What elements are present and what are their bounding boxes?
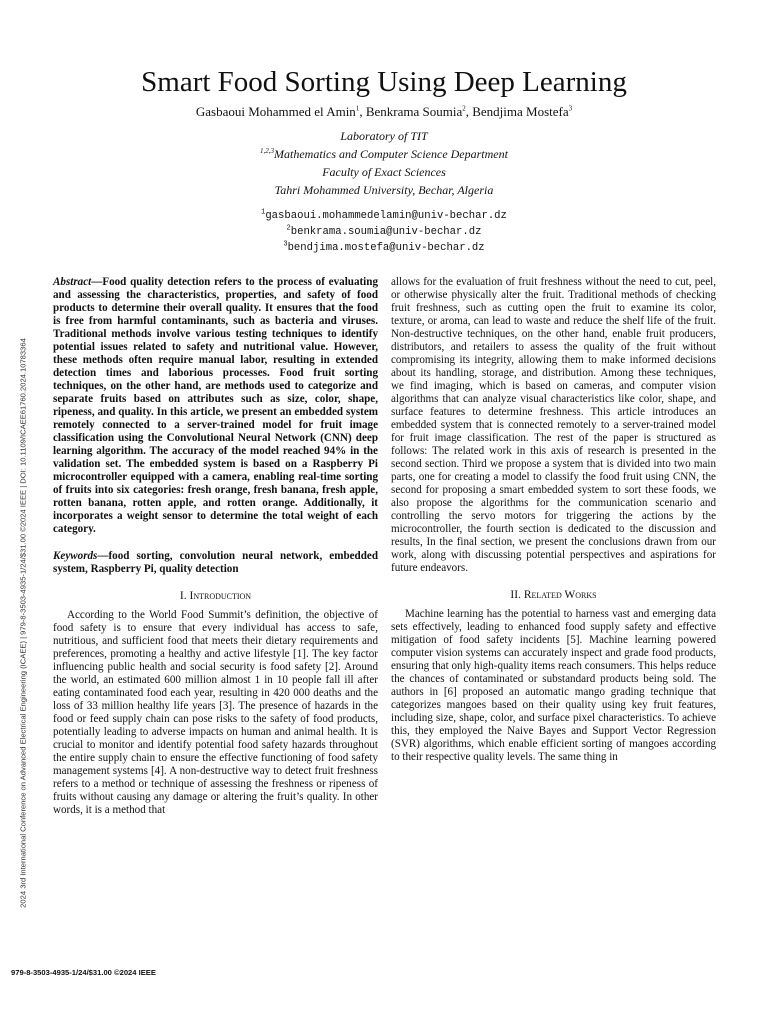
author-list: [0, 104, 768, 120]
author-sep: ,: [359, 104, 366, 119]
email-sup: 3: [283, 240, 288, 249]
paper-title: Smart Food Sorting Using Deep Learning: [141, 66, 627, 98]
related-works-paragraph: Machine learning has the potential to harness vast and emerging data sets effectively, leading to enhanced food supply safety and effective mitigation of food safety incidents [5]. Machine learning powered computer vision systems can accurately inspect and grade food products, ensuring that only high-quality items reach consumers. This helps reduce the chances of contaminated or substandard products being sold. The authors in [6] proposed an automatic mango grading technique that categorizes mangoes based on their quality using key fruit features, including size, shape, color, and surface pixel characteristics. To achieve this, they employed the Naive Bayes and Support Vector Regression (SVR) algorithms, which enable efficient sorting of mangoes according to their respective quality levels. The same thing in: [391, 608, 716, 763]
affiliation-lab: Laboratory of TIT: [340, 129, 428, 143]
email-sup: 2: [286, 224, 291, 233]
email-address[interactable]: bendjima.mostefa@univ-bechar.dz: [287, 242, 485, 254]
affiliation-university: Tahri Mohammed University, Bechar, Algeria: [274, 183, 494, 197]
left-column: [53, 276, 378, 817]
email-line: [0, 208, 768, 224]
keywords-paragraph: [53, 550, 378, 576]
author-sup: 3: [568, 104, 573, 113]
affiliation-dept: Mathematics and Computer Science Department: [274, 147, 508, 161]
right-column: [391, 276, 716, 764]
copyright-footer: 979-8-3503-4935-1/24/$31.00 ©2024 IEEE: [11, 968, 156, 977]
email-block: [0, 208, 768, 256]
related-works-heading: II. Related Works: [510, 589, 597, 601]
abstract-paragraph: [53, 276, 378, 536]
doi-sidebar-text: 2024 3rd International Conference on Advanced Electrical Engineering (ICAEE) | 979-8-3503-4935-1/24/$31.00 ©2024 IEEE | DOI: 10.1109/ICAEE61760.2024.10783364: [18, 337, 27, 908]
intro-paragraph: According to the World Food Summit’s definition, the objective of food safety is to ensure that every individual has access to safe, nutritious, and sufficient food that meets their dietary requirements and preferences, promoting a healthy and active lifestyle [1]. The key factor influencing public health and social security is food safety [2]. Around the world, an estimated 600 million almost 1 in 10 people fall ill after eating contaminated food each year, resulting in 420 000 deaths and the loss of 33 million healthy life years [3]. The presence of hazards in the food or feed supply chain can pose risks to the safety of food products, potentially leading to adverse impacts on human and animal health. It is crucial to monitor and identify potential food safety hazards throughout the entire supply chain to ensure the effective functioning of food safety management systems [4]. A non-destructive way to detect fruit freshness refers to a method or technique of assessing the freshness or ripeness of fruits without causing any damage or altering the fruit’s quality. In other words, it is a method that: [53, 609, 378, 816]
author-name: Gasbaoui Mohammed el Amin: [195, 104, 356, 119]
email-address[interactable]: benkrama.soumia@univ-bechar.dz: [290, 226, 482, 238]
author-name: Benkrama Soumia: [365, 104, 463, 119]
keywords-text: —food sorting, convolution neural network, embedded system, Raspberry Pi, quality detection: [53, 550, 378, 575]
affiliation-block: [0, 127, 768, 199]
author-name: Bendjima Mostefa: [472, 104, 569, 119]
email-address[interactable]: gasbaoui.mohammedelamin@univ-bechar.dz: [265, 210, 507, 222]
email-line: [0, 240, 768, 256]
intro-heading: I. Introduction: [179, 590, 252, 602]
abstract-text: —Food quality detection refers to the process of evaluating and assessing the characteristics, properties, and safety of food products to determine their overall quality. It ensures that the food is free from harmful contaminants, such as bacteria and viruses. Traditional methods involve various testing techniques to identify potential issues related to safety and nutritional value. However, these methods often require manual labor, resulting in extended detection times and laborious processes. Food fruit sorting techniques, on the other hand, are methods used to categorize and separate fruits based on attributes such as size, color, shape, ripeness, and quality. In this article, we present an embedded system remotely connected to a server-trained model for fruit image classification using the Convolutional Neural Network (CNN) deep learning algorithm. The accuracy of the model reached 94% in the validation set. The embedded system is based on a Raspberry Pi microcontroller equipped with a camera, enabling real-time sorting of fruits into six categories: fresh orange, fresh banana, fresh apple, rotten banana, rotten apple, and rotten orange. Additionally, it incorporates a weight sensor to determine the total weight of each category.: [53, 276, 378, 535]
abstract-label: Abstract: [53, 276, 92, 288]
author-sep: ,: [465, 104, 473, 119]
keywords-label: Keywords: [53, 550, 98, 562]
author-sup: 1: [355, 104, 360, 113]
affiliation-faculty: Faculty of Exact Sciences: [322, 165, 446, 179]
email-sup: 1: [261, 208, 266, 217]
author-sup: 2: [462, 104, 466, 113]
doi-sidebar: [15, 290, 30, 955]
affiliation-dept-line: [0, 145, 768, 163]
email-line: [0, 224, 768, 240]
intro-paragraph-continued: allows for the evaluation of fruit freshness without the need to cut, peel, or otherwise physically alter the fruit. Traditional methods of checking fruit freshness, such as cutting open the fruit to examine its color, texture, or aroma, can lead to waste and reduce the shelf life of the fruit. Non-destructive techniques, on the other hand, enable fruit producers, distributors, and retailers to assess the quality of the fruit without compromising its integrity, allowing them to make informed decisions about its handling, storage, and distribution. Among these techniques, we find imaging, which is based on cameras, and computer vision algorithms that can analyze visual characteristics like color, shape, and surface features to determine freshness. This article introduces an embedded system that is connected remotely to a server-trained model for fruit image classification. The rest of the paper is structured as follows: The related work in this axis of research is presented in the second section. Third we propose a system that is divided into two main parts, one for creating a model to classify the food fruit using CNN, the second for proposing a smart embedded system to sort these foods, we also propose the algorithms for the communication scenario and controlling the servo motors for triggering the actions by the microcontroller, the fourth section is dedicated to the discussion and results, In the final section, we present the conclusions drawn from our work, along with discussing potential perspectives and aspirations for future endeavors.: [391, 276, 716, 574]
affiliation-sup: 1,2,3: [260, 147, 275, 155]
